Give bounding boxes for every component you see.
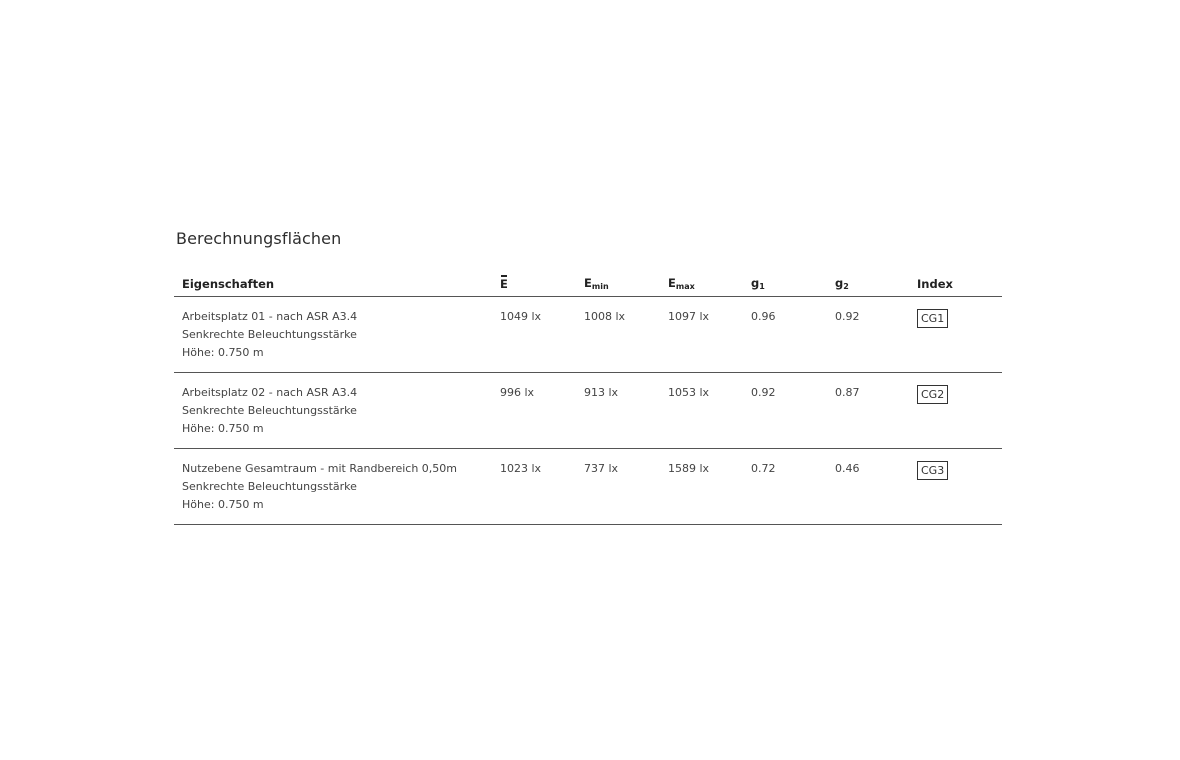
cell-e-min: 737 lx bbox=[576, 449, 660, 525]
header-e-max bbox=[660, 268, 743, 297]
e-min-subscript: min bbox=[591, 282, 609, 291]
cell-e-average: 1049 lx bbox=[492, 297, 576, 373]
index-badge: CG2 bbox=[917, 385, 948, 404]
g1-subscript: 1 bbox=[759, 282, 765, 291]
cell-g2: 0.87 bbox=[827, 373, 909, 449]
cell-e-average: 996 lx bbox=[492, 373, 576, 449]
g2-subscript: 2 bbox=[843, 282, 849, 291]
cell-e-average: 1023 lx bbox=[492, 449, 576, 525]
header-e-min bbox=[576, 268, 660, 297]
surface-name: Arbeitsplatz 02 - nach ASR A3.4 bbox=[182, 386, 358, 399]
index-badge: CG1 bbox=[917, 309, 948, 328]
table-row bbox=[174, 373, 1002, 449]
row-properties bbox=[174, 373, 492, 449]
g2-base: g bbox=[835, 276, 844, 290]
g1-base: g bbox=[751, 276, 760, 290]
surface-type: Senkrechte Beleuchtungsstärke bbox=[182, 480, 357, 493]
cell-g2: 0.46 bbox=[827, 449, 909, 525]
table-row bbox=[174, 297, 1002, 373]
cell-index bbox=[909, 449, 1002, 525]
surface-name: Nutzebene Gesamtraum - mit Randbereich 0,50m bbox=[182, 462, 457, 475]
row-properties bbox=[174, 297, 492, 373]
surface-height: Höhe: 0.750 m bbox=[182, 422, 264, 435]
table-row bbox=[174, 449, 1002, 525]
cell-e-min: 913 lx bbox=[576, 373, 660, 449]
surface-height: Höhe: 0.750 m bbox=[182, 498, 264, 511]
surface-height: Höhe: 0.750 m bbox=[182, 346, 264, 359]
e-min-base: E bbox=[584, 276, 592, 290]
cell-e-min: 1008 lx bbox=[576, 297, 660, 373]
e-max-base: E bbox=[668, 276, 676, 290]
cell-e-max: 1589 lx bbox=[660, 449, 743, 525]
cell-index bbox=[909, 373, 1002, 449]
cell-e-max: 1053 lx bbox=[660, 373, 743, 449]
surface-type: Senkrechte Beleuchtungsstärke bbox=[182, 328, 357, 341]
calculation-surfaces-table bbox=[174, 268, 1002, 525]
row-properties bbox=[174, 449, 492, 525]
cell-index bbox=[909, 297, 1002, 373]
cell-g2: 0.92 bbox=[827, 297, 909, 373]
header-g2 bbox=[827, 268, 909, 297]
header-properties: Eigenschaften bbox=[174, 268, 492, 297]
surface-type: Senkrechte Beleuchtungsstärke bbox=[182, 404, 357, 417]
section-title: Berechnungsflächen bbox=[176, 229, 342, 248]
header-index: Index bbox=[909, 268, 1002, 297]
cell-e-max: 1097 lx bbox=[660, 297, 743, 373]
surface-name: Arbeitsplatz 01 - nach ASR A3.4 bbox=[182, 310, 358, 323]
header-g1 bbox=[743, 268, 827, 297]
cell-g1: 0.72 bbox=[743, 449, 827, 525]
e-max-subscript: max bbox=[675, 282, 695, 291]
index-badge: CG3 bbox=[917, 461, 948, 480]
table-header-row bbox=[174, 268, 1002, 297]
e-average-symbol: E bbox=[500, 277, 508, 291]
cell-g1: 0.92 bbox=[743, 373, 827, 449]
cell-g1: 0.96 bbox=[743, 297, 827, 373]
header-e-average bbox=[492, 268, 576, 297]
